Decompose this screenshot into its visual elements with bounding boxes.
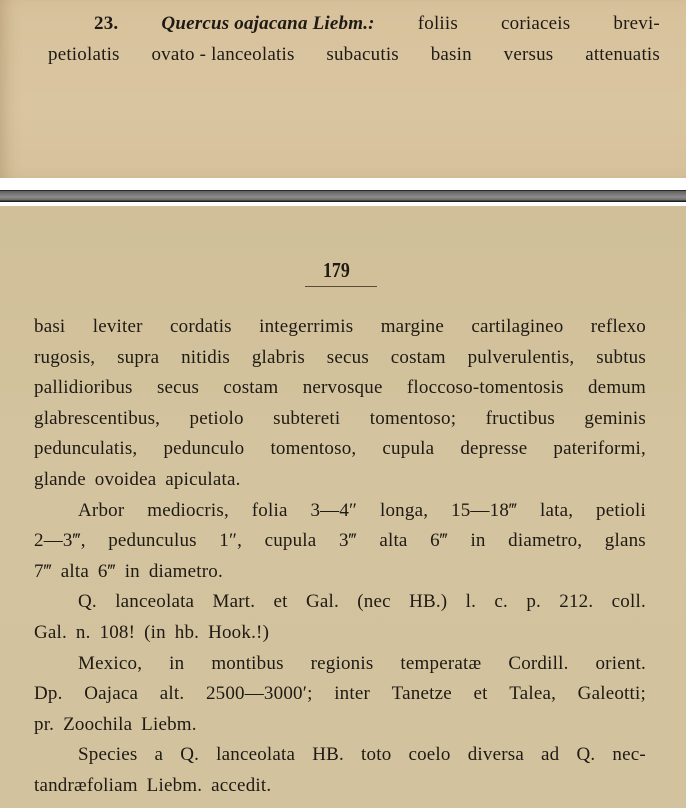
page-gap xyxy=(0,178,686,190)
word: attenuatis xyxy=(585,44,660,65)
body-line xyxy=(34,528,646,554)
word: secus xyxy=(156,377,200,399)
word: Talea, xyxy=(509,683,557,705)
word: HB.) xyxy=(409,591,448,613)
word: lanceolata xyxy=(216,744,296,766)
body-line: tandræfoliam Liebm. accedit. xyxy=(34,775,272,796)
entry-number: 23. xyxy=(94,13,119,34)
word: basi xyxy=(34,316,66,337)
word: foliis xyxy=(417,13,458,34)
body-line: pr. Zoochila Liebm. xyxy=(34,713,197,735)
word: Q. xyxy=(180,744,200,766)
body-line xyxy=(34,436,646,462)
word: nervosque xyxy=(302,377,383,399)
word: coll. xyxy=(611,591,646,613)
page-number-rule xyxy=(305,286,377,287)
word: p. xyxy=(526,591,541,613)
body-line: Gal. n. 108! (in hb. Hook.!) xyxy=(34,622,270,643)
word: nitidis xyxy=(181,346,230,368)
word: reflexo xyxy=(590,316,646,337)
word: basin xyxy=(430,44,472,65)
word: in xyxy=(169,652,185,674)
word: Dp. xyxy=(34,683,63,705)
word: l. xyxy=(465,591,477,613)
word: alt. xyxy=(159,683,185,705)
word: petiolo xyxy=(189,407,244,429)
word: cupula xyxy=(382,438,435,460)
word: lanceolata xyxy=(115,591,195,613)
word: in xyxy=(470,530,486,552)
body-line xyxy=(78,651,646,677)
word: 2—3‴, xyxy=(34,530,86,552)
word: depresse xyxy=(460,438,528,460)
word: Cordill. xyxy=(508,652,569,674)
word: alta xyxy=(379,530,408,552)
word: geminis xyxy=(584,407,646,429)
word: tomentoso, xyxy=(270,438,357,460)
word: pedunculus xyxy=(108,530,197,552)
upper-line-2 xyxy=(48,42,660,68)
word: Mart. xyxy=(212,591,256,613)
body-line xyxy=(34,406,646,432)
word: subtereti xyxy=(273,407,341,429)
word: Q. xyxy=(78,591,97,613)
word: 1″, xyxy=(219,530,243,552)
word: tomentoso; xyxy=(369,407,457,429)
word: lata, xyxy=(539,499,574,521)
word: montibus xyxy=(211,652,284,674)
word: pedunculatis, xyxy=(34,438,138,460)
word: longa, xyxy=(380,499,429,521)
word: subacutis xyxy=(326,44,399,65)
word: 15—18‴ xyxy=(451,499,518,521)
body-line xyxy=(78,589,646,615)
word: cupula xyxy=(264,530,317,552)
word: leviter xyxy=(92,316,143,337)
word: 6‴ xyxy=(430,530,448,552)
word: diversa xyxy=(467,744,524,766)
word: versus xyxy=(503,44,554,65)
body-line: 7‴ alta 6‴ in diametro. xyxy=(34,560,223,582)
word: Species xyxy=(78,744,138,766)
word: temperatæ xyxy=(400,652,482,674)
body-line xyxy=(34,681,646,707)
word: toto xyxy=(361,744,392,766)
word: 2500—3000′; xyxy=(205,683,313,705)
word: HB. xyxy=(312,744,344,766)
word: floccoso-tomentosis xyxy=(406,377,564,399)
word: 3‴ xyxy=(338,530,357,552)
word: et xyxy=(473,683,488,705)
word: pallidioribus xyxy=(34,377,133,399)
word: mediocris, xyxy=(147,499,229,521)
word: petioli xyxy=(596,499,646,521)
word: costam xyxy=(223,377,279,399)
word: 212. xyxy=(559,591,594,613)
word: pateriformi, xyxy=(553,438,646,460)
word: fructibus xyxy=(485,407,555,429)
word: coriaceis xyxy=(501,13,571,34)
body-line xyxy=(78,498,646,524)
word: pulverulentis, xyxy=(467,346,575,368)
word: glabrescentibus, xyxy=(34,407,161,429)
word: (nec xyxy=(357,591,391,613)
word: Galeotti; xyxy=(577,683,646,705)
word: pedunculo xyxy=(163,438,245,460)
page-separator xyxy=(0,190,686,202)
body-line xyxy=(34,375,646,401)
word: et xyxy=(273,591,288,613)
word: subtus xyxy=(596,346,646,368)
word: Oajaca xyxy=(84,683,139,705)
word: regionis xyxy=(310,652,374,674)
word: Gal. xyxy=(305,591,339,613)
word: integerrimis xyxy=(259,316,354,337)
word: coelo xyxy=(408,744,451,766)
word: margine xyxy=(380,316,444,337)
word: diametro, xyxy=(508,530,583,552)
word: cordatis xyxy=(170,316,232,337)
page-number: 179 xyxy=(323,258,350,282)
word: Arbor xyxy=(78,499,125,521)
word: Q. xyxy=(576,744,596,766)
word: a xyxy=(154,744,164,766)
word: orient. xyxy=(595,652,646,674)
body-line xyxy=(34,314,646,340)
word: glans xyxy=(604,530,646,552)
upper-line-1 xyxy=(94,11,660,37)
word: ovato - lanceolatis xyxy=(151,44,295,65)
word: secus xyxy=(326,346,369,368)
word: 3—4″ xyxy=(310,499,358,521)
word: c. xyxy=(494,591,508,613)
word: glabris xyxy=(251,346,305,368)
word: nec- xyxy=(612,744,646,766)
word: rugosis, xyxy=(34,346,96,368)
word: folia xyxy=(251,499,288,521)
word: brevi- xyxy=(613,13,660,34)
word: ad xyxy=(541,744,560,766)
word: costam xyxy=(390,346,446,368)
body-line: glande ovoidea apiculata. xyxy=(34,469,241,490)
species-name: Quercus oajacana Liebm.: xyxy=(161,13,375,34)
word: supra xyxy=(117,346,160,368)
word: Tanetze xyxy=(391,683,452,705)
word: Mexico, xyxy=(78,652,143,674)
word: cartilagineo xyxy=(471,316,564,337)
word: inter xyxy=(334,683,371,705)
body-line xyxy=(78,742,646,768)
body-line xyxy=(34,345,646,371)
word: petiolatis xyxy=(48,44,120,65)
word: demum xyxy=(587,377,646,399)
